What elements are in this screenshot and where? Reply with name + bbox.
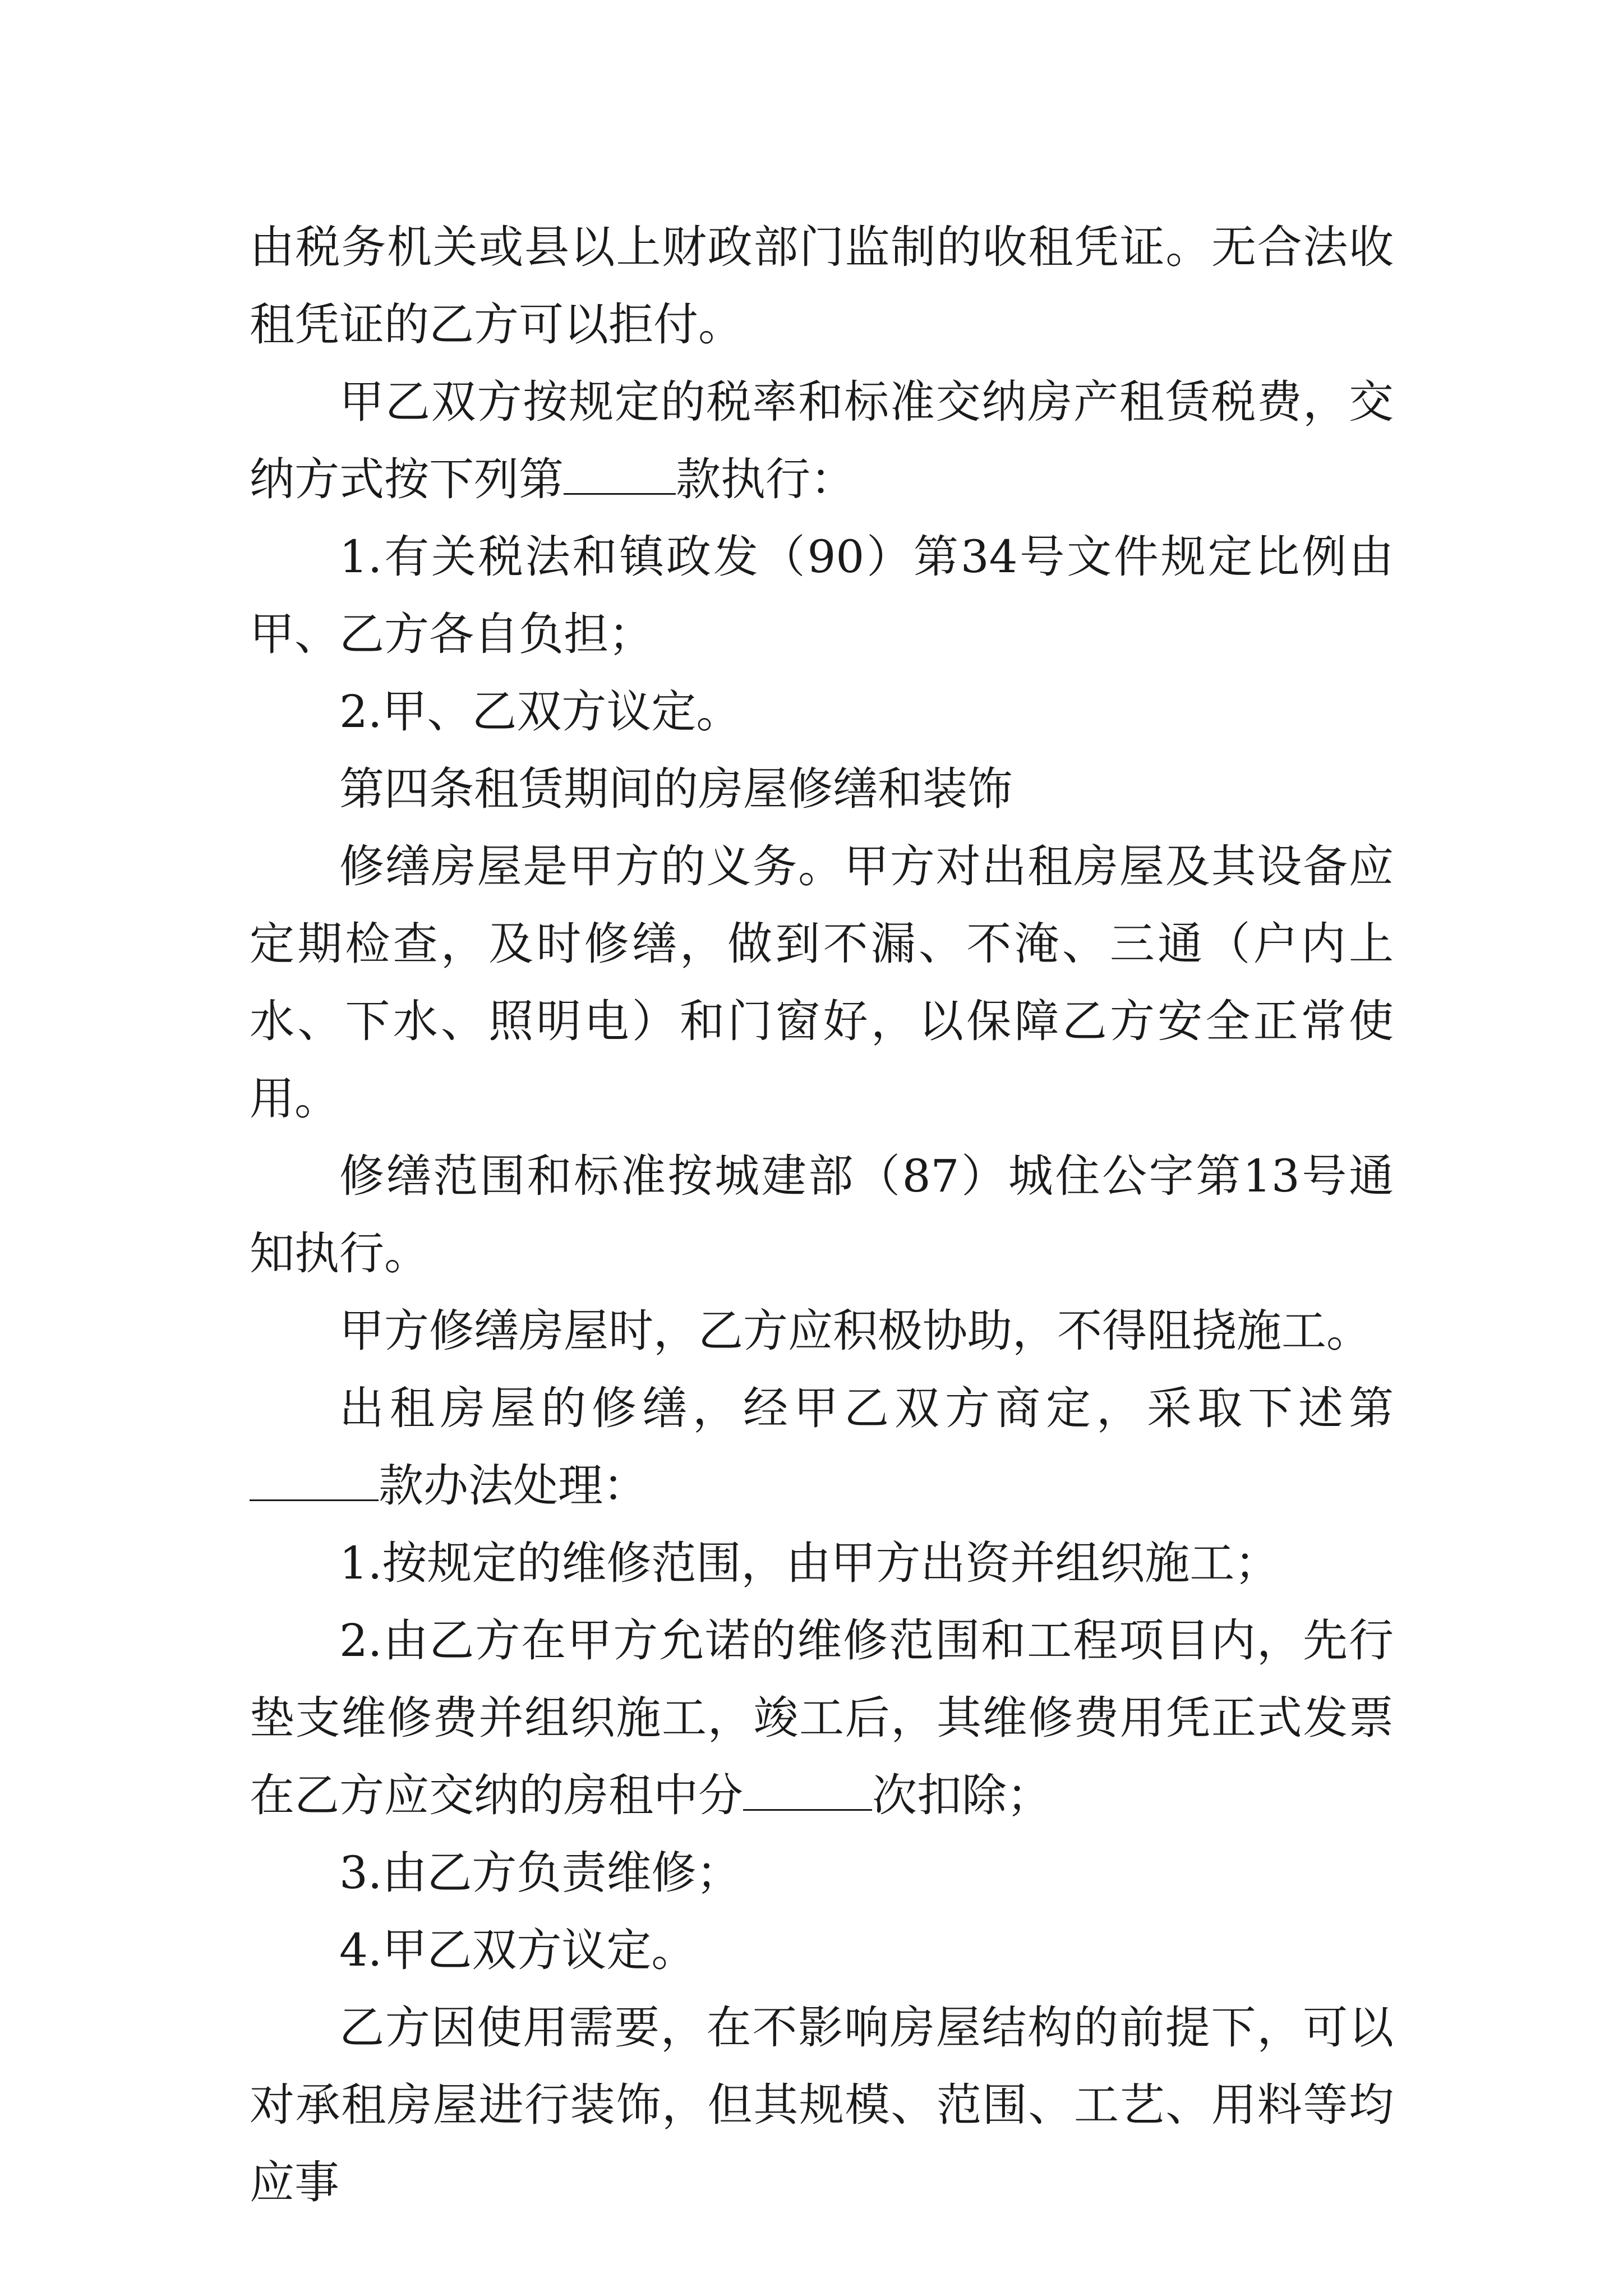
paragraph-text: 出租房屋的修缮，经甲乙双方商定，采取下述第	[339, 1382, 1394, 1434]
paragraph-text: 修缮房屋是甲方的义务。甲方对出租房屋及其设备应定期检查，及时修缮，做到不漏、不淹、三通（户内上水、下水、照明电）和门窗好，以保障乙方安全正常使用。	[250, 840, 1394, 1125]
paragraph-text: 甲方修缮房屋时，乙方应积极协助，不得阻挠施工。	[339, 1305, 1371, 1357]
paragraph-p11	[250, 1602, 1394, 1834]
paragraph-text: 款执行：	[676, 453, 855, 505]
paragraph-p4	[250, 673, 1394, 751]
paragraph-text: 1.有关税法和镇政发（90）第34号文件规定比例由甲、乙方各自负担；	[250, 531, 1394, 660]
document-body	[250, 209, 1394, 2221]
paragraph-text: 款办法处理：	[379, 1460, 648, 1512]
paragraph-p9	[250, 1370, 1394, 1525]
paragraph-text: 2.甲、乙双方议定。	[339, 685, 741, 738]
paragraph-p7	[250, 1138, 1394, 1292]
paragraph-p14	[250, 1989, 1394, 2221]
paragraph-text: 甲乙双方按规定的税率和标准交纳房产租赁税费，交纳方式按下列第	[250, 376, 1394, 505]
paragraph-p8	[250, 1292, 1394, 1370]
fill-in-blank	[250, 1459, 379, 1501]
paragraph-p5	[250, 751, 1394, 828]
paragraph-p12	[250, 1834, 1394, 1912]
paragraph-text: 第四条租赁期间的房屋修缮和装饰	[339, 763, 1012, 815]
fill-in-blank	[743, 1769, 872, 1811]
paragraph-text: 1.按规定的维修范围，由甲方出资并组织施工；	[339, 1537, 1280, 1589]
paragraph-p10	[250, 1525, 1394, 1602]
paragraph-p13	[250, 1912, 1394, 1989]
paragraph-text: 修缮范围和标准按城建部（87）城住公字第13号通知执行。	[250, 1150, 1394, 1280]
paragraph-text: 4.甲乙双方议定。	[339, 1924, 697, 1976]
paragraph-text: 乙方因使用需要，在不影响房屋结构的前提下，可以对承租房屋进行装饰，但其规模、范围、工艺、用料等均应事	[250, 2001, 1394, 2208]
paragraph-text: 由税务机关或县以上财政部门监制的收租凭证。无合法收租凭证的乙方可以拒付。	[250, 221, 1394, 351]
paragraph-p2	[250, 364, 1394, 518]
paragraph-p1	[250, 209, 1394, 364]
paragraph-text: 2.由乙方在甲方允诺的维修范围和工程项目内，先行垫支维修费并组织施工，竣工后，其维修费用凭正式发票在乙方应交纳的房租中分	[250, 1614, 1394, 1821]
paragraph-p3	[250, 518, 1394, 673]
paragraph-text: 次扣除；	[872, 1769, 1052, 1821]
fill-in-blank	[564, 453, 676, 495]
paragraph-text: 3.由乙方负责维修；	[339, 1847, 741, 1899]
paragraph-p6	[250, 828, 1394, 1138]
